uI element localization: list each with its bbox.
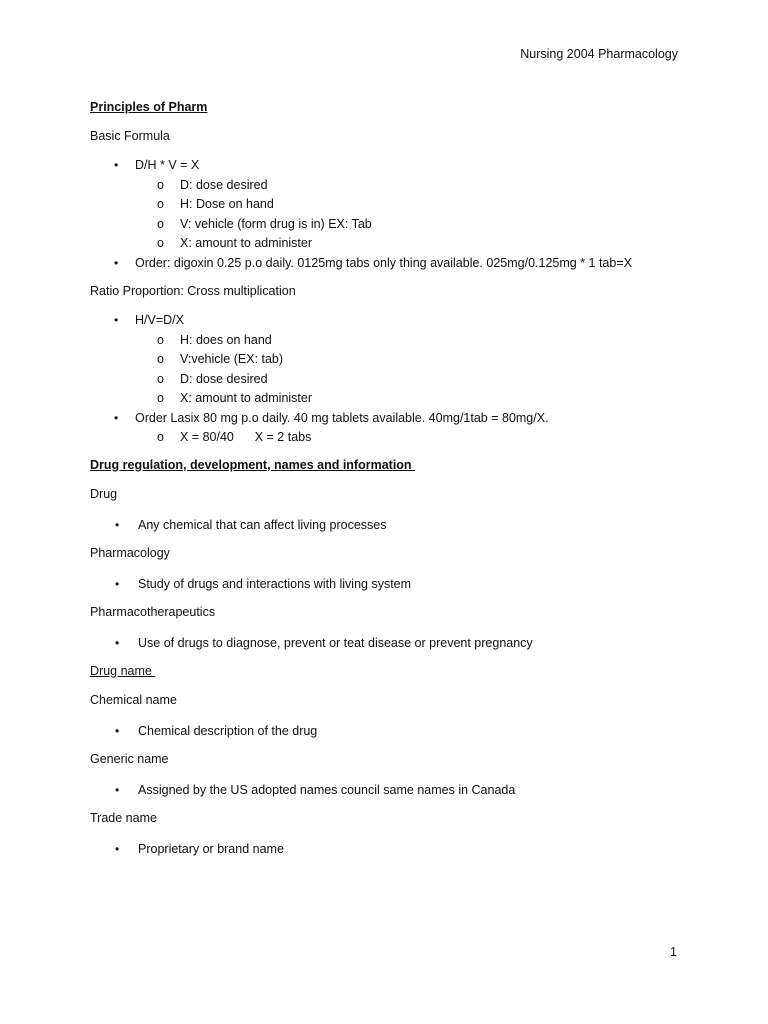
pharmacotherapeutics-definition-list: [90, 634, 690, 663]
page-header: Nursing 2004 Pharmacology: [520, 47, 678, 61]
ratio-proportion-label: Ratio Proportion: Cross multiplication: [90, 284, 296, 298]
trade-name-definition-list: [90, 840, 690, 869]
formula-text: D/H * V = X: [135, 158, 200, 172]
bullet-icon: •: [114, 255, 119, 270]
sub-bullet-icon: o: [157, 236, 164, 250]
list-item: o H: does on hand: [90, 331, 690, 351]
section-heading-drug-name: Drug name: [90, 663, 156, 678]
chemical-name-label: Chemical name: [90, 692, 177, 707]
list-item: • Proprietary or brand name: [90, 840, 690, 869]
sub-bullet-icon: o: [157, 197, 164, 211]
sub-bullet-icon: o: [157, 430, 164, 444]
list-item: o V:vehicle (EX: tab): [90, 350, 690, 370]
sub-bullet-icon: o: [157, 371, 164, 386]
bullet-icon: •: [114, 313, 119, 327]
list-item: [90, 156, 690, 254]
lasix-answer-list: [135, 428, 690, 448]
ratio-formula-text: H/V=D/X: [135, 313, 184, 327]
list-item: • Assigned by the US adopted names council same names in Canada: [90, 781, 690, 810]
sub-bullet-icon: o: [157, 177, 164, 192]
list-item: o X: amount to administer: [90, 389, 690, 409]
generic-name-label: Generic name: [90, 751, 169, 766]
basic-formula-label: Basic Formula: [90, 129, 170, 143]
list-item: o X: amount to administer: [90, 234, 690, 254]
bullet-icon: •: [114, 410, 119, 425]
list-item: o X = 80/40 X = 2 tabs: [90, 428, 690, 448]
list-item: o H: Dose on hand: [90, 195, 690, 215]
trade-name-label: Trade name: [90, 810, 157, 825]
sub-bullet-icon: o: [157, 391, 164, 405]
list-item: • Any chemical that can affect living processes: [90, 516, 690, 545]
pharmacotherapeutics-label: Pharmacotherapeutics: [90, 604, 216, 619]
basic-formula-list: [90, 156, 690, 273]
list-item: o V: vehicle (form drug is in) EX: Tab: [90, 215, 690, 235]
lasix-order-text: Order Lasix 80 mg p.o daily. 40 mg tablets available. 40mg/1tab = 80mg/X.: [135, 410, 549, 425]
list-item: • Chemical description of the drug: [90, 722, 690, 751]
chemical-name-definition-list: [90, 722, 690, 751]
ratio-list: [90, 311, 690, 448]
sub-bullet-icon: o: [157, 216, 164, 231]
ratio-variables-list: [135, 331, 690, 409]
drug-label: Drug: [90, 486, 118, 501]
list-item: • Use of drugs to diagnose, prevent or teat disease or prevent pregnancy: [90, 634, 690, 663]
list-item: [90, 409, 690, 448]
section-heading-principles: Principles of Pharm: [90, 100, 208, 114]
bullet-icon: •: [115, 782, 120, 797]
bullet-icon: •: [115, 635, 120, 650]
generic-name-definition-list: [90, 781, 690, 810]
list-item: [90, 254, 690, 274]
bullet-icon: •: [115, 841, 120, 856]
list-item: o D: dose desired: [90, 176, 690, 196]
bullet-icon: •: [115, 517, 120, 532]
list-item: o D: dose desired: [90, 370, 690, 390]
list-item: • Study of drugs and interactions with living system: [90, 575, 690, 604]
drug-definition-list: [90, 516, 690, 545]
bullet-icon: •: [115, 576, 120, 591]
section-heading-regulation: Drug regulation, development, names and information: [90, 457, 416, 472]
sub-bullet-icon: o: [157, 352, 164, 366]
page-number: 1: [670, 945, 677, 959]
bullet-icon: •: [114, 158, 119, 172]
pharmacology-definition-list: [90, 575, 690, 604]
pharmacology-label: Pharmacology: [90, 545, 170, 560]
document-body: [90, 99, 690, 869]
list-item: [90, 311, 690, 409]
formula-variables-list: [135, 176, 690, 254]
order-example-text: Order: digoxin 0.25 p.o daily. 0125mg tabs only thing available. 025mg/0.125mg * 1 tab=X: [135, 255, 632, 270]
sub-bullet-icon: o: [157, 332, 164, 347]
bullet-icon: •: [115, 723, 120, 738]
